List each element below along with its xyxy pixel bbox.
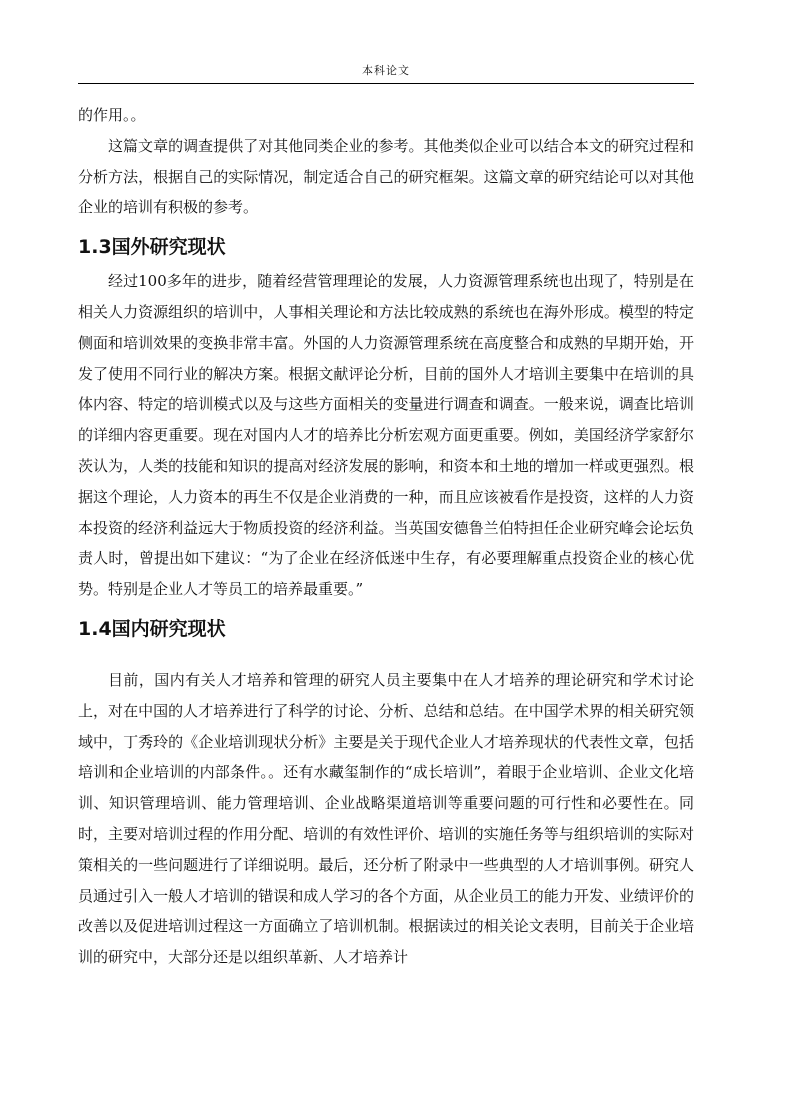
paragraph-reference: 这篇文章的调查提供了对其他同类企业的参考。其他类似企业可以结合本文的研究过程和分析方法，根据自己的实际情况，制定适合自己的研究框架。这篇文章的研究结论可以对其他企业的培训有积极的参考。 bbox=[78, 136, 694, 217]
section-heading-1-4: 1.4国内研究现状 bbox=[78, 617, 226, 640]
header-rule bbox=[78, 83, 694, 84]
running-header: 本科论文 bbox=[362, 64, 410, 77]
paragraph-continuation: 的作用。。 bbox=[78, 106, 146, 124]
paragraph-domestic-research: 目前，国内有关人才培养和管理的研究人员主要集中在人才培养的理论研究和学术讨论上，对在中国的人才培养进行了科学的讨论、分析、总结和总结。在中国学术界的相关研究领域中，丁秀玲的《企业培训现状分析》主要是关于现代企业人才培养现状的代表性文章，包括培训和企业培训的内部条件。。还有水藏玺制作的“成长培训”，着眼于企业培训、企业文化培训、知识管理培训、能力管理培训、企业战略渠道培训等重要问题的可行性和必要性在。同时，主要对培训过程的作用分配、培训的有效性评价、培训的实施任务等与组织培训的实际对策相关的一些问题进行了详细说明。最后，还分析了附录中一些典型的人才培训事例。研究人员通过引入一般人才培训的错误和成人学习的各个方面，从企业员工的能力开发、业绩评价的改善以及促进培训过程这一方面确立了培训机制。根据读过的相关论文表明，目前关于企业培训的研究中，大部分还是以组织革新、人才培养计 bbox=[78, 670, 694, 967]
section-heading-1-3: 1.3国外研究现状 bbox=[78, 236, 226, 259]
page-body bbox=[78, 100, 694, 973]
paragraph-foreign-research: 经过100多年的进步，随着经营管理理论的发展，人力资源管理系统也出现了，特别是在相关人力资源组织的培训中，人事相关理论和方法比较成熟的系统也在海外形成。模型的特定侧面和培训效果的变换非常丰富。外国的人力资源管理系统在高度整合和成熟的早期开始，开发了使用不同行业的解决方案。根据文献评论分析，目前的国外人才培训主要集中在培训的具体内容、特定的培训模式以及与这些方面相关的变量进行调查和调查。一般来说，调查比培训的详细内容更重要。现在对国内人才的培养比分析宏观方面更重要。例如，美国经济学家舒尔茨认为，人类的技能和知识的提高对经济发展的影响，和资本和土地的增加一样或更强烈。根据这个理论，人力资本的再生不仅是企业消费的一种，而且应该被看作是投资，这样的人力资本投资的经济利益远大于物质投资的经济利益。当英国安德鲁兰伯特担任企业研究峰会论坛负责人时，曾提出如下建议：“为了企业在经济低迷中生存，有必要理解重点投资企业的核心优势。特别是企业人才等员工的培养最重要。” bbox=[78, 272, 694, 599]
